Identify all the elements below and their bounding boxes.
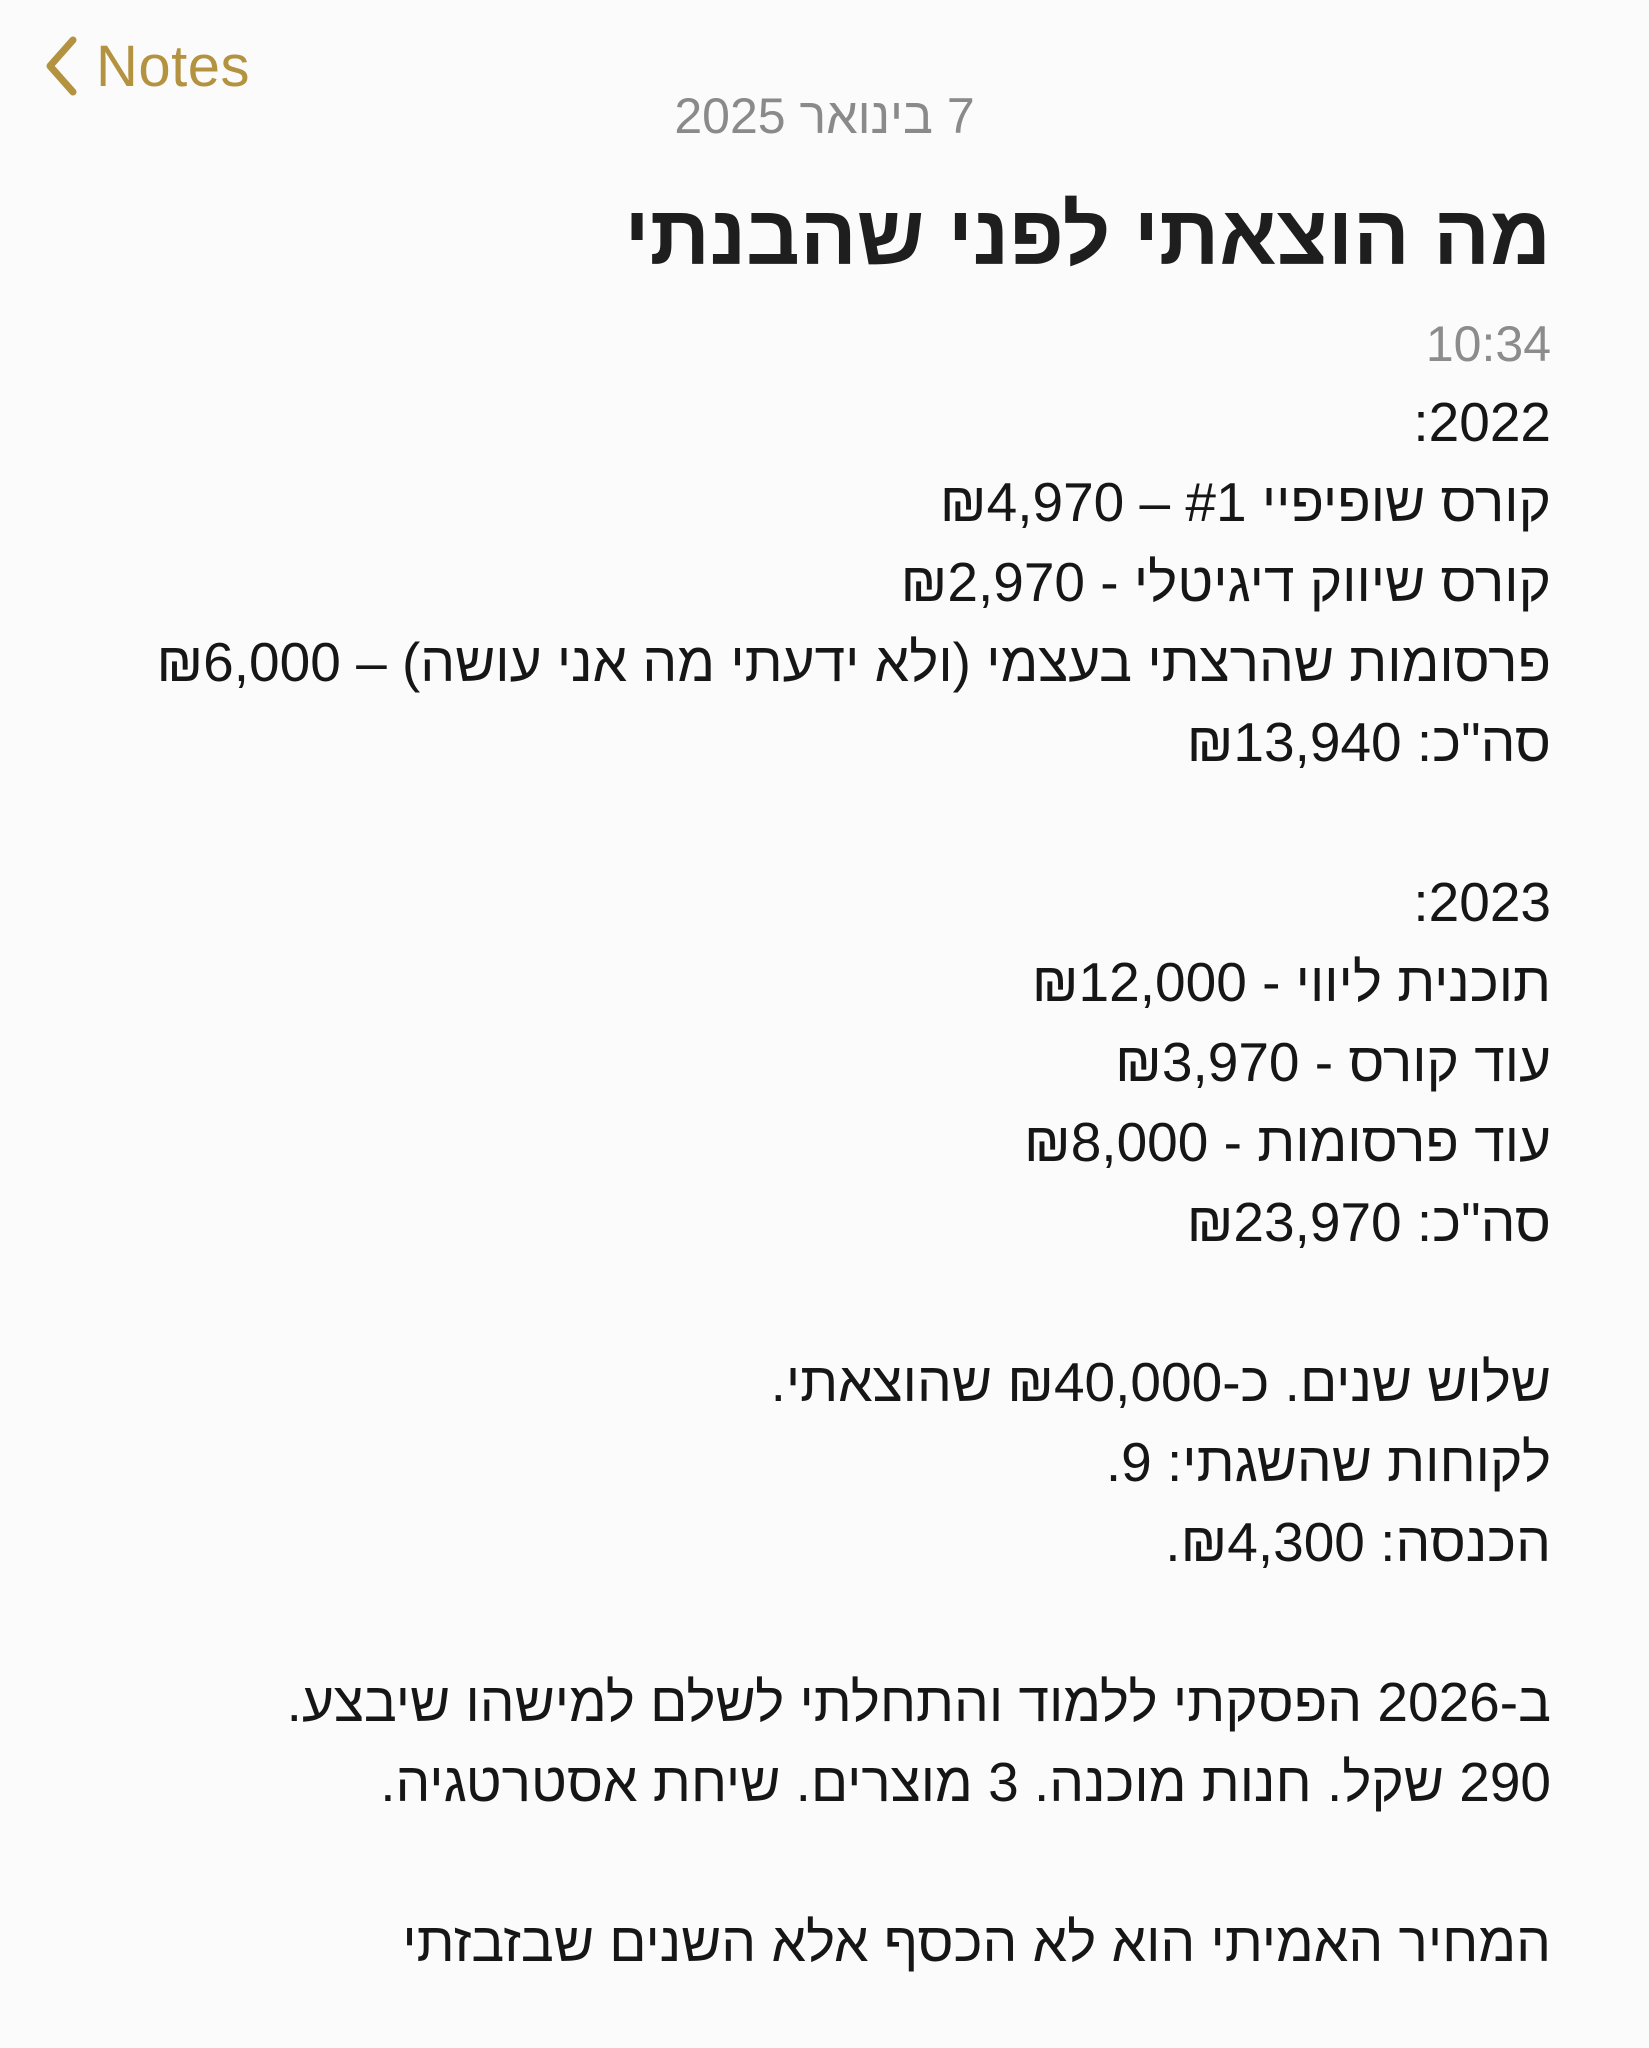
- note-content[interactable]: [91, 178, 1551, 1982]
- note-line: עוד קורס - ₪3,970: [1115, 1031, 1551, 1093]
- note-date: 7 בינואר 2025: [674, 88, 975, 144]
- note-line: עוד פרסומות - ₪8,000: [1024, 1111, 1551, 1173]
- blank-line: [91, 1582, 1551, 1662]
- note-line: המחיר האמיתי הוא לא הכסף אלא השנים שבזבזתי: [402, 1911, 1551, 1973]
- note-line: קורס שופיפיי #1 – ₪4,970: [939, 471, 1551, 533]
- blank-line: [91, 1262, 1551, 1342]
- note-line: 2022:: [1413, 391, 1551, 453]
- blank-line: [91, 782, 1551, 862]
- note-line: 2023:: [1413, 871, 1551, 933]
- note-time: 10:34: [1425, 316, 1551, 372]
- note-line: 290 שקל. חנות מוכנה. 3 מוצרים. שיחת אסטרטגיה.: [380, 1751, 1551, 1813]
- note-line: סה"כ: ₪23,970: [1186, 1191, 1551, 1253]
- blank-line: [91, 1822, 1551, 1902]
- note-line: שלוש שנים. כ-₪40,000 שהוצאתי.: [770, 1351, 1551, 1413]
- back-label: Notes: [96, 33, 251, 99]
- note-line: סה"כ: ₪13,940: [1186, 711, 1551, 773]
- note-body[interactable]: [91, 382, 1551, 1982]
- note-line: קורס שיווק דיגיטלי - ₪2,970: [900, 551, 1551, 613]
- note-line: פרסומות שהרצתי בעצמי (ולא ידעתי מה אני עושה) – ₪6,000: [156, 631, 1551, 693]
- note-line: תוכנית ליווי - ₪12,000: [1031, 951, 1551, 1013]
- note-title: מה הוצאתי לפני שהבנתי: [624, 188, 1551, 282]
- note-line: לקוחות שהשגתי: 9.: [1105, 1431, 1551, 1493]
- note-line: הכנסה: ₪4,300.: [1165, 1511, 1551, 1573]
- note-line: ב-2026 הפסקתי ללמוד והתחלתי לשלם למישהו שיבצע.: [286, 1671, 1551, 1733]
